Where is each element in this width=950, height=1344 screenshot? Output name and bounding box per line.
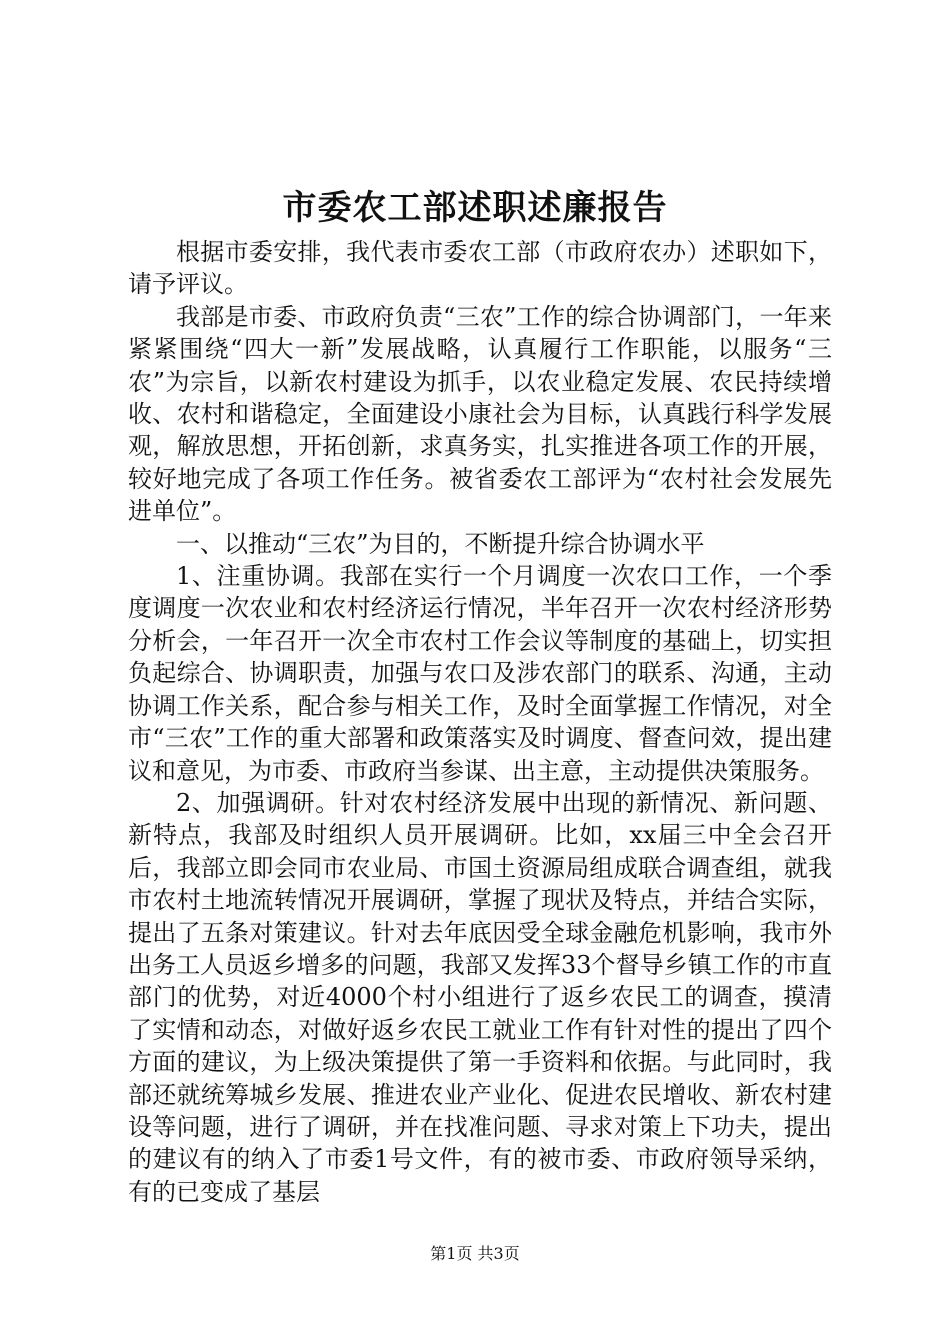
section-heading-1: 一、以推动“三农”为目的，不断提升综合协调水平 [176, 529, 705, 558]
document-title: 市委农工部述职述廉报告 [282, 188, 668, 228]
page-footer: 第1页 共3页 [430, 1244, 520, 1263]
document-body [128, 236, 832, 1208]
paragraph-coordination: 1、注重协调。我部在实行一个月调度一次农口工作，一个季度调度一次农业和农村经济运行情况，半年召开一次农村经济形势分析会，一年召开一次全市农村工作会议等制度的基础上，切实担负起综合、协调职责，加强与农口及涉农部门的联系、沟通，主动协调工作关系，配合参与相关工作，及时全面掌握工作情况，对全市“三农”工作的重大部署和政策落实及时调度、督查问效，提出建议和意见，为市委、市政府当参谋、出主意，主动提供决策服务。 [128, 562, 832, 785]
paragraph-research: 2、加强调研。针对农村经济发展中出现的新情况、新问题、新特点，我部及时组织人员开展调研。比如，xx届三中全会召开后，我部立即会同市农业局、市国土资源局组成联合调查组，就我市农村土地流转情况开展调研，掌握了现状及特点，并结合实际，提出了五条对策建议。针对去年底因受全球金融危机影响，我市外出务工人员返乡增多的问题，我部又发挥33个督导乡镇工作的市直部门的优势，对近4000个村小组进行了返乡农民工的调查，摸清了实情和动态，对做好返乡农民工就业工作有针对性的提出了四个方面的建议，为上级决策提供了第一手资料和依据。与此同时，我部还就统筹城乡发展、推进农业产业化、促进农民增收、新农村建设等问题，进行了调研，并在找准问题、寻求对策上下功夫，提出的建议有的纳入了市委1号文件，有的被市委、市政府领导采纳，有的已变成了基层 [128, 788, 832, 1206]
paragraph-overview: 我部是市委、市政府负责“三农”工作的综合协调部门，一年来紧紧围绕“四大一新”发展战略，认真履行工作职能，以服务“三农”为宗旨，以新农村建设为抓手，以农业稳定发展、农民持续增收、农村和谐稳定，全面建设小康社会为目标，认真践行科学发展观，解放思想，开拓创新，求真务实，扎实推进各项工作的开展，较好地完成了各项工作任务。被省委农工部评为“农村社会发展先进单位”。 [128, 302, 832, 526]
paragraph-intro: 根据市委安排，我代表市委农工部（市政府农办）述职如下，请予评议。 [128, 238, 832, 299]
